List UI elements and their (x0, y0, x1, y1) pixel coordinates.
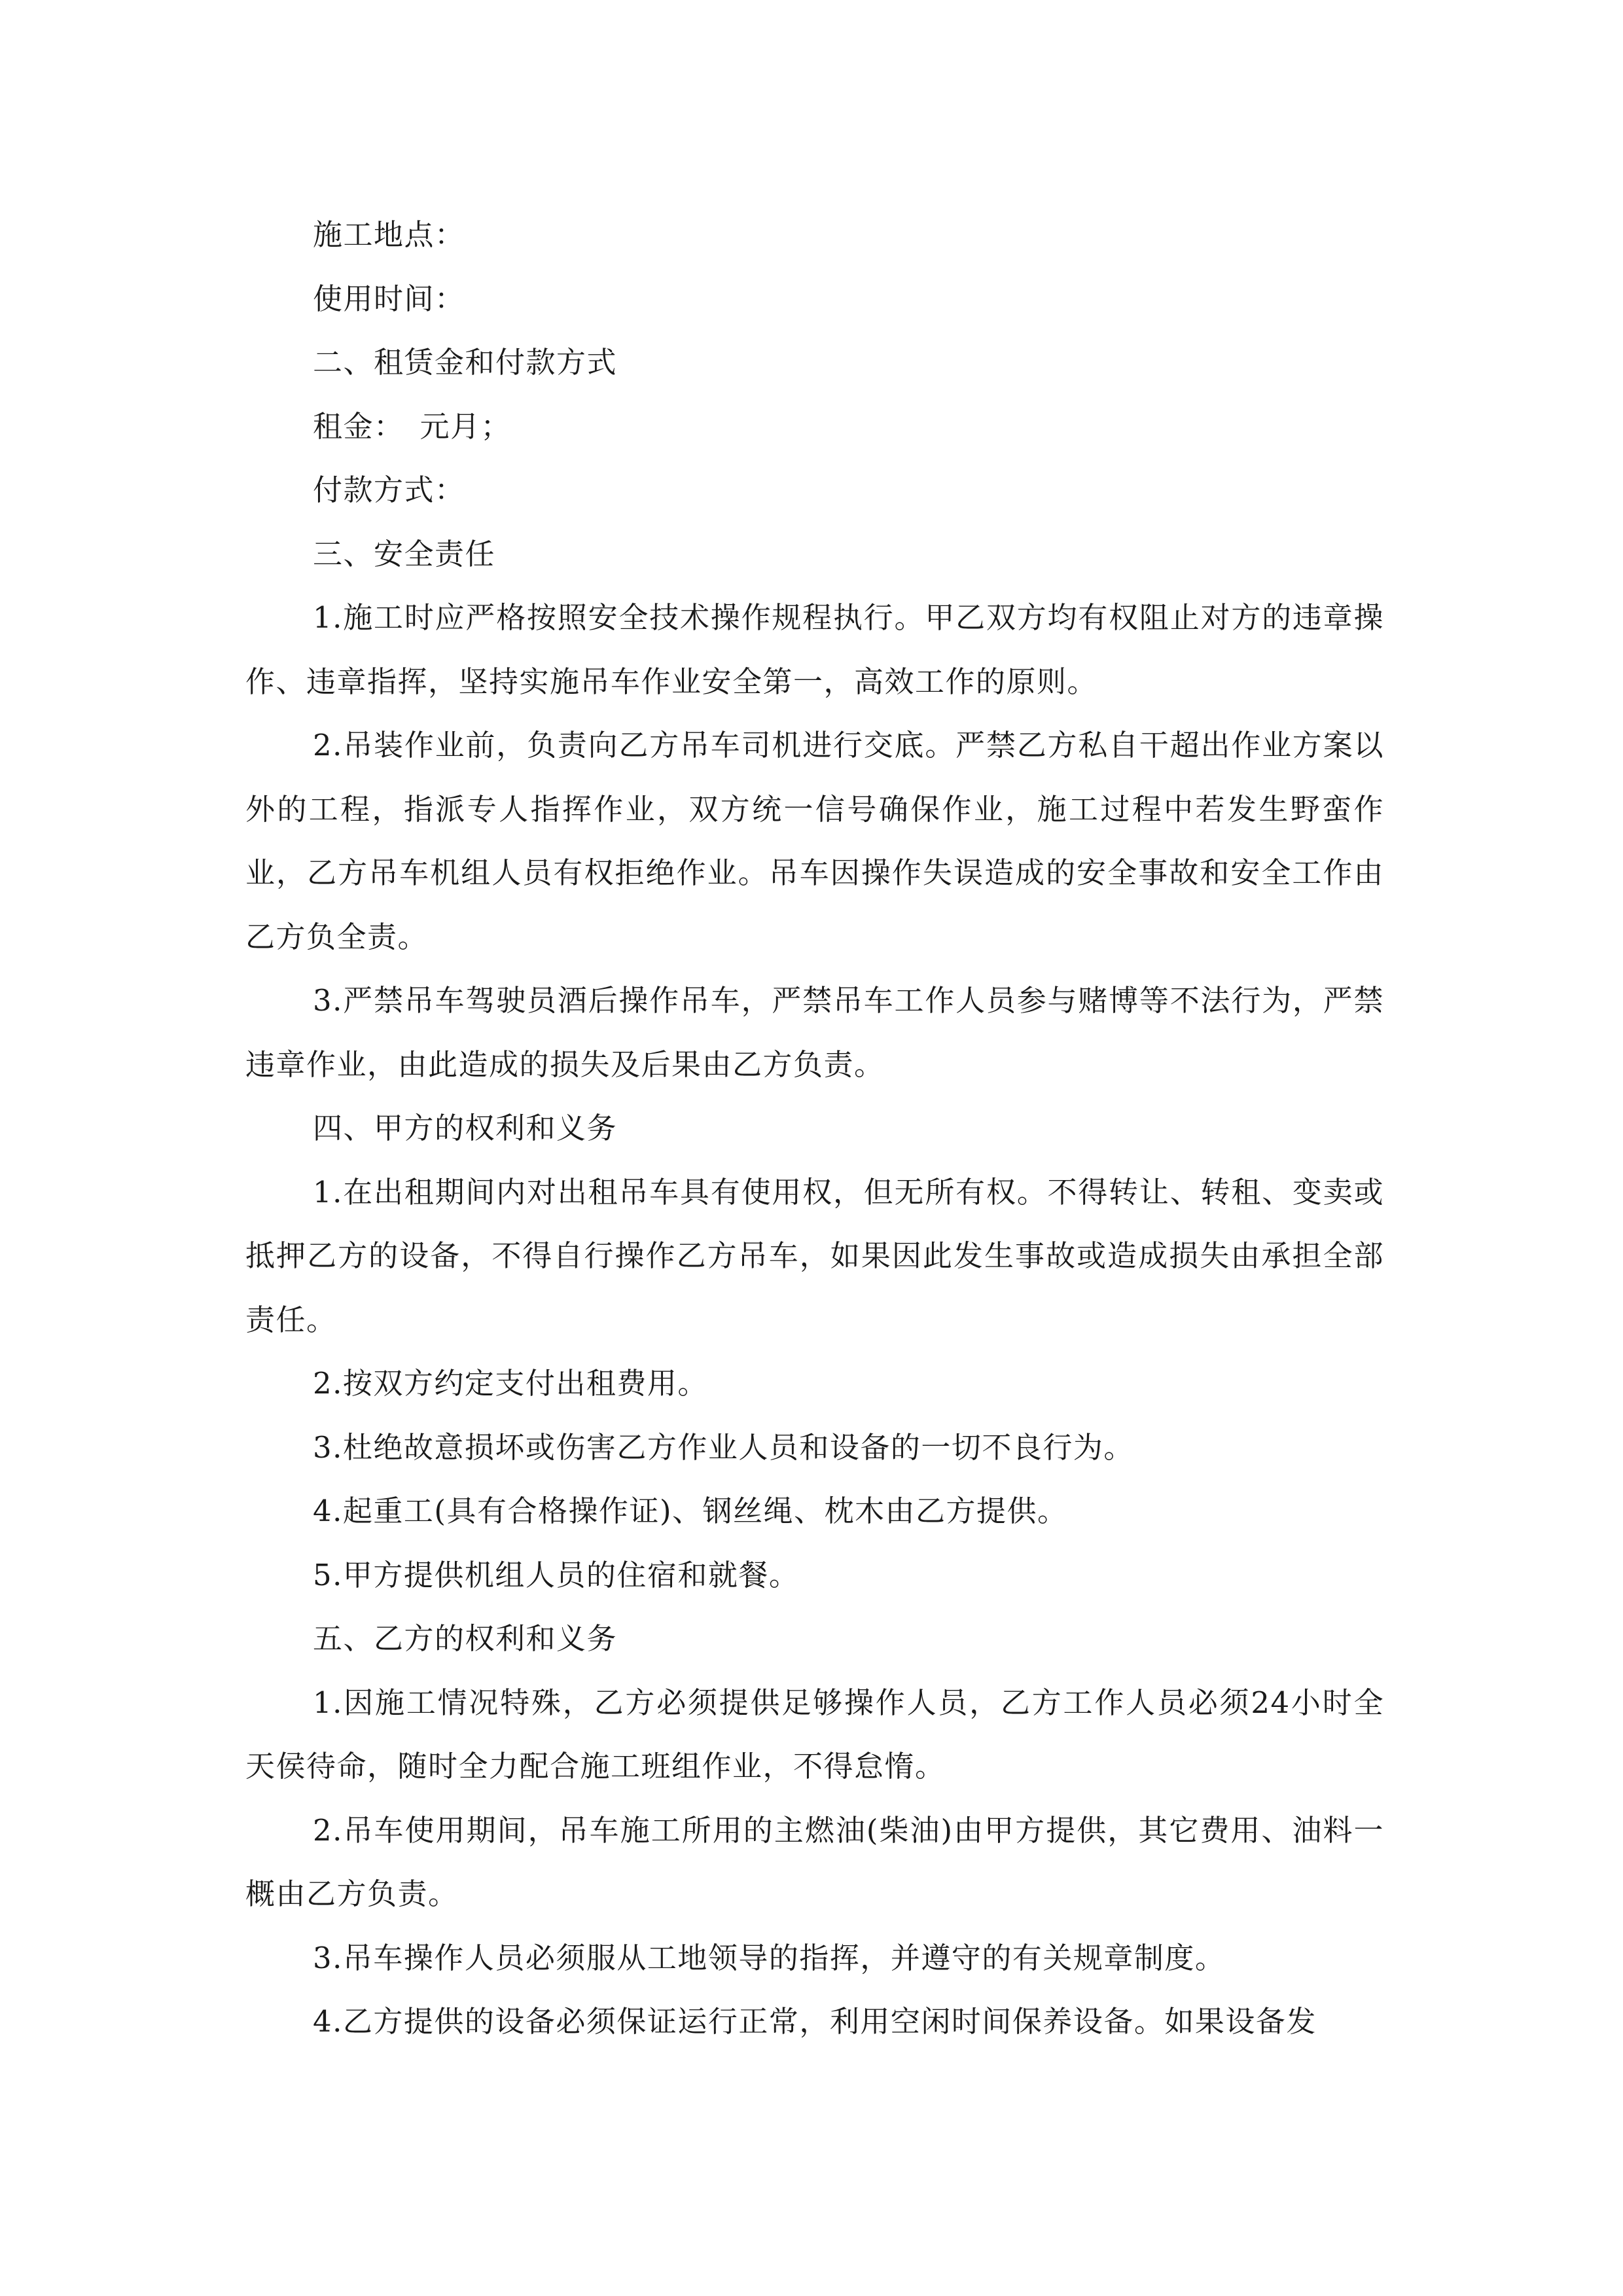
paragraph-party-a-1: 1.在出租期间内对出租吊车具有使用权，但无所有权。不得转让、转租、变卖或抵押乙方的设备，不得自行操作乙方吊车，如果因此发生事故或造成损失由承担全部责任。 (245, 1174, 1384, 1337)
paragraph-safety-2: 2.吊装作业前，负责向乙方吊车司机进行交底。严禁乙方私自干超出作业方案以外的工程，指派专人指挥作业，双方统一信号确保作业，施工过程中若发生野蛮作业，乙方吊车机组人员有权拒绝作业。吊车因操作失误造成的安全事故和安全工作由乙方负全责。 (245, 728, 1384, 954)
paragraph-party-a-3: 3.杜绝故意损坏或伤害乙方作业人员和设备的一切不良行为。 (313, 1429, 1134, 1465)
section-heading-safety: 三、安全责任 (313, 536, 496, 571)
paragraph-safety-3: 3.严禁吊车驾驶员酒后操作吊车，严禁吊车工作人员参与赌博等不法行为，严禁违章作业，由此造成的损失及后果由乙方负责。 (245, 983, 1384, 1082)
section-heading-rent-payment: 二、租赁金和付款方式 (313, 345, 618, 380)
paragraph-safety-1: 1.施工时应严格按照安全技术操作规程执行。甲乙双方均有权阻止对方的违章操作、违章指挥，坚持实施吊车作业安全第一，高效工作的原则。 (245, 600, 1384, 699)
section-heading-party-a: 四、甲方的权利和义务 (313, 1111, 618, 1145)
paragraph-construction-site: 施工地点： (313, 217, 465, 252)
paragraph-party-b-1: 1.因施工情况特殊，乙方必须提供足够操作人员，乙方工作人员必须24小时全天侯待命，随时全力配合施工班组作业，不得怠惰。 (245, 1685, 1384, 1784)
paragraph-party-b-2: 2.吊车使用期间，吊车施工所用的主燃油(柴油)由甲方提供，其它费用、油料一概由乙方负责。 (245, 1812, 1384, 1911)
section-heading-party-b: 五、乙方的权利和义务 (313, 1621, 618, 1656)
paragraph-party-a-5: 5.甲方提供机组人员的住宿和就餐。 (313, 1557, 800, 1592)
paragraph-party-a-2: 2.按双方约定支付出租费用。 (313, 1366, 708, 1401)
paragraph-party-a-4: 4.起重工(具有合格操作证)、钢丝绳、枕木由乙方提供。 (313, 1494, 1068, 1528)
paragraph-payment-method: 付款方式： (313, 473, 465, 507)
paragraph-party-b-4: 4.乙方提供的设备必须保证运行正常，利用空闲时间保养设备。如果设备发 (313, 2004, 1317, 2039)
paragraph-rent: 租金： 元月； (313, 408, 512, 444)
paragraph-usage-time: 使用时间： (313, 281, 465, 316)
paragraph-party-b-3: 3.吊车操作人员必须服从工地领导的指挥，并遵守的有关规章制度。 (313, 1940, 1226, 1975)
document-body (245, 203, 1384, 2054)
